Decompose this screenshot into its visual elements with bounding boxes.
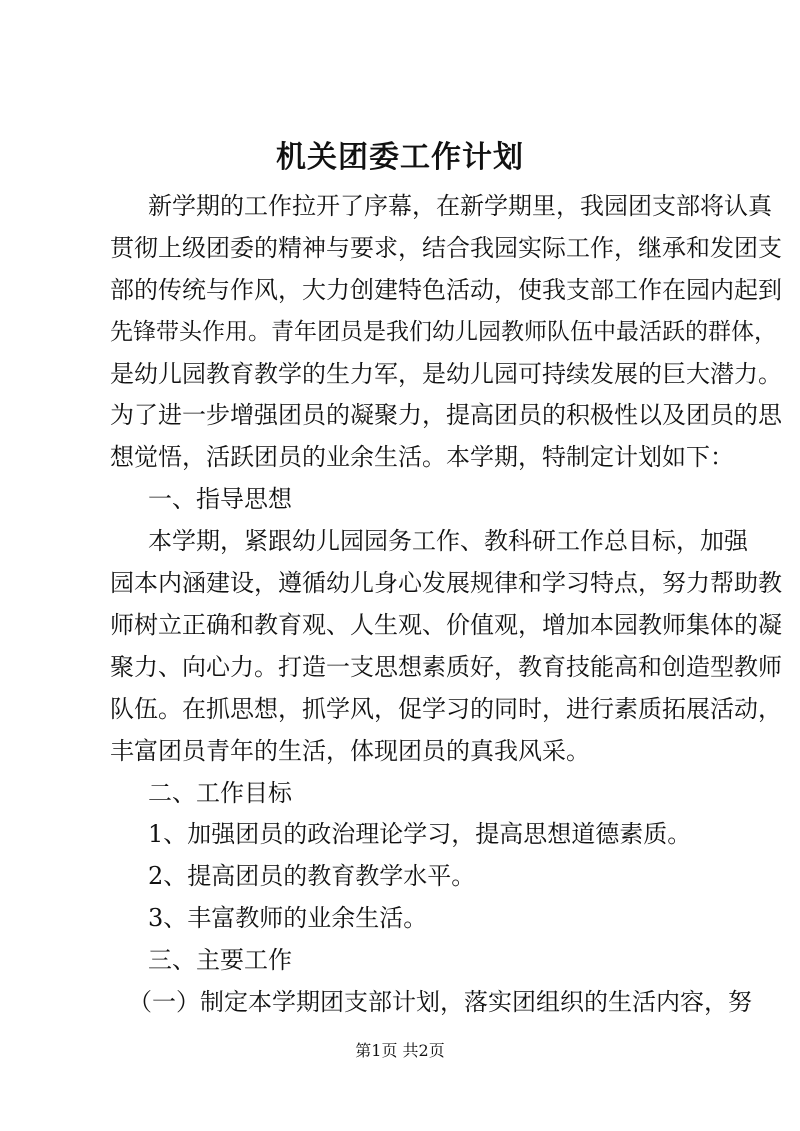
section-heading: 一、指导思想	[148, 485, 292, 513]
section-heading: 三、主要工作	[148, 946, 292, 974]
document-title: 机关团委工作计划	[276, 140, 524, 175]
body-line: 本学期，紧跟幼儿园园务工作、教科研工作总目标，加强	[148, 527, 748, 555]
body-line: 师树立正确和教育观、人生观、价值观，增加本园教师集体的凝	[110, 611, 782, 639]
list-item: 1、加强团员的政治理论学习，提高思想道德素质。	[148, 820, 692, 848]
body-line: 贯彻上级团委的精神与要求，结合我园实际工作，继承和发团支	[110, 234, 782, 262]
section-heading: 二、工作目标	[148, 779, 292, 807]
body-line: 园本内涵建设，遵循幼儿身心发展规律和学习特点，努力帮助教	[110, 569, 782, 597]
body-line: 先锋带头作用。青年团员是我们幼儿园教师队伍中最活跃的群体，	[110, 319, 777, 345]
list-item: 2、提高团员的教育教学水平。	[148, 862, 476, 890]
body-line: 聚力、向心力。打造一支思想素质好，教育技能高和创造型教师	[110, 653, 782, 681]
body-line: （一）制定本学期团支部计划，落实团组织的生活内容，努	[128, 988, 752, 1016]
body-line: 新学期的工作拉开了序幕，在新学期里，我园团支部将认真	[148, 192, 772, 220]
body-line: 是幼儿园教育教学的生力军，是幼儿园可持续发展的巨大潜力。	[110, 360, 782, 388]
body-line: 想觉悟，活跃团员的业余生活。本学期，特制定计划如下：	[110, 443, 734, 471]
list-item: 3、丰富教师的业余生活。	[148, 904, 428, 932]
body-line: 部的传统与作风，大力创建特色活动，使我支部工作在园内起到	[110, 276, 782, 304]
page-footer: 第1页 共2页	[355, 1041, 445, 1060]
body-line: 队伍。在抓思想，抓学风，促学习的同时，进行素质拓展活动，	[110, 695, 782, 723]
body-line: 为了进一步增强团员的凝聚力，提高团员的积极性以及团员的思	[110, 401, 782, 429]
body-line: 丰富团员青年的生活，体现团员的真我风采。	[110, 737, 590, 765]
